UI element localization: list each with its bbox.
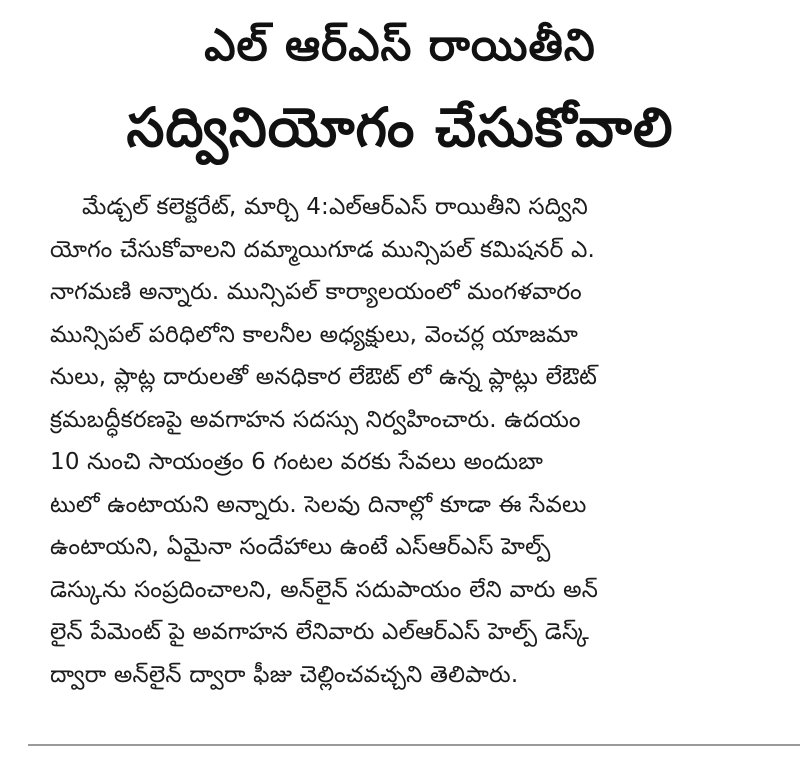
body-line: టులో ఉంటాయని అన్నారు. సెలవు దినాల్లో కూడా ఈ సేవలు (50, 491, 587, 518)
headline-line-2: సద్వినియోగం చేసుకోవాలి (126, 96, 674, 159)
body-line: ఉంటాయని, ఏమైనా సందేహాలు ఉంటే ఎస్ఆర్ఎస్ హెల్ప్ (50, 534, 551, 560)
bottom-divider (28, 744, 800, 746)
cropped-previous-article (0, 0, 800, 14)
body-line: నాగమణి అన్నారు. మున్సిపల్ కార్యాలయంలో మంగళవారం (50, 279, 582, 305)
headline-line-1: ఎల్ ఆర్ఎస్ రాయితీని (204, 20, 596, 71)
body-line: మున్సిపల్ పరిధిలోని కాలనీల అధ్యక్షులు, వెంచర్ల యాజమా (50, 321, 579, 348)
body-line: 10 నుంచి సాయంత్రం 6 గంటల వరకు సేవలు అందుబా (50, 449, 544, 475)
body-line: డెస్కును సంప్రదించాలని, అన్‌లైన్ సదుపాయం లేని వారు అన్ (50, 576, 599, 603)
body-line: లైన్ పేమెంట్ పై అవగాహన లేనివారు ఎల్ఆర్ఎస్ హెల్ప్ డెస్క్ (50, 619, 590, 645)
article-body (50, 186, 770, 696)
body-line: మేడ్చల్ కలెక్టరేట్, మార్చి 4:ఎల్ఆర్ఎస్ రాయితీని సద్విని (82, 194, 588, 220)
body-line: ద్వారా అన్‌లైన్ ద్వారా ఫీజు చెల్లించవచ్చని తెలిపారు. (50, 661, 519, 688)
body-line: యోగం చేసుకోవాలని దమ్మాయిగూడ మున్సిపల్ కమిషనర్ ఎ. (50, 236, 596, 263)
body-line: క్రమబద్ధీకరణపై అవగాహన సదస్సు నిర్వహించారు. ఉదయం (50, 406, 581, 433)
body-line: నులు, ప్లాట్ల దారులతో అనధికార లేఔట్ లో ఉన్న ప్లాట్లు లేఔట్ (50, 364, 598, 390)
